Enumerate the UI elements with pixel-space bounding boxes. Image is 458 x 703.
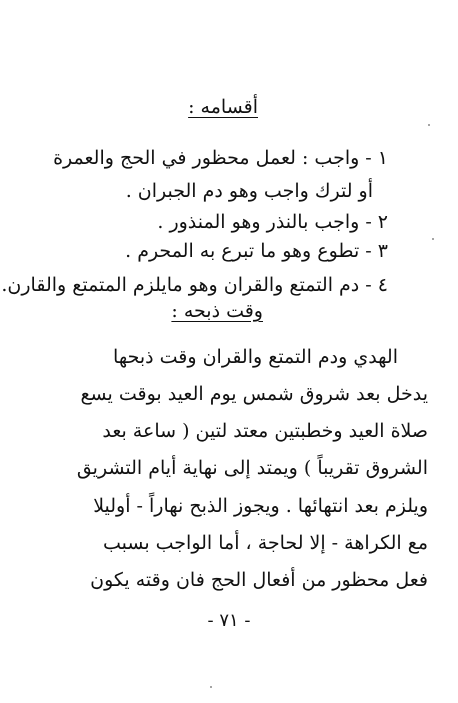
page-number: - ٧١ - bbox=[207, 610, 251, 631]
text-line: الشروق تقريباً ) ويمتد إلى نهاية أيام التشريق bbox=[76, 457, 428, 479]
section-heading-types: أقسامه : bbox=[188, 96, 258, 118]
text-line: ١ - واجب : لعمل محظور في الحج والعمرة bbox=[53, 147, 388, 169]
scan-speck bbox=[210, 686, 212, 688]
text-line: ٤ - دم التمتع والقران وهو مايلزم المتمتع والقارن. bbox=[1, 274, 388, 296]
text-line: صلاة العيد وخطبتين معتد لتين ( ساعة بعد bbox=[102, 420, 428, 442]
text-line: الهدي ودم التمتع والقران وقت ذبحها bbox=[113, 346, 398, 368]
text-line: مع الكراهة - إلا لحاجة ، أما الواجب بسبب bbox=[102, 532, 428, 554]
text-line: ويلزم بعد انتهائها . ويجوز الذبح نهاراً - أوليلا bbox=[93, 495, 428, 517]
text-line: يدخل بعد شروق شمس يوم العيد بوقت يسع bbox=[80, 383, 428, 405]
section-heading-slaughter-time: وقت ذبحه : bbox=[171, 300, 263, 322]
text-line: ٣ - تطوع وهو ما تبرع به المحرم . bbox=[125, 240, 388, 262]
text-line: أو لترك واجب وهو دم الجبران . bbox=[125, 180, 373, 202]
scan-speck bbox=[432, 238, 434, 240]
text-line: فعل محظور من أفعال الحج فان وقته يكون bbox=[90, 569, 428, 591]
text-line: ٢ - واجب بالنذر وهو المنذور . bbox=[157, 211, 388, 233]
scan-speck bbox=[428, 124, 430, 126]
